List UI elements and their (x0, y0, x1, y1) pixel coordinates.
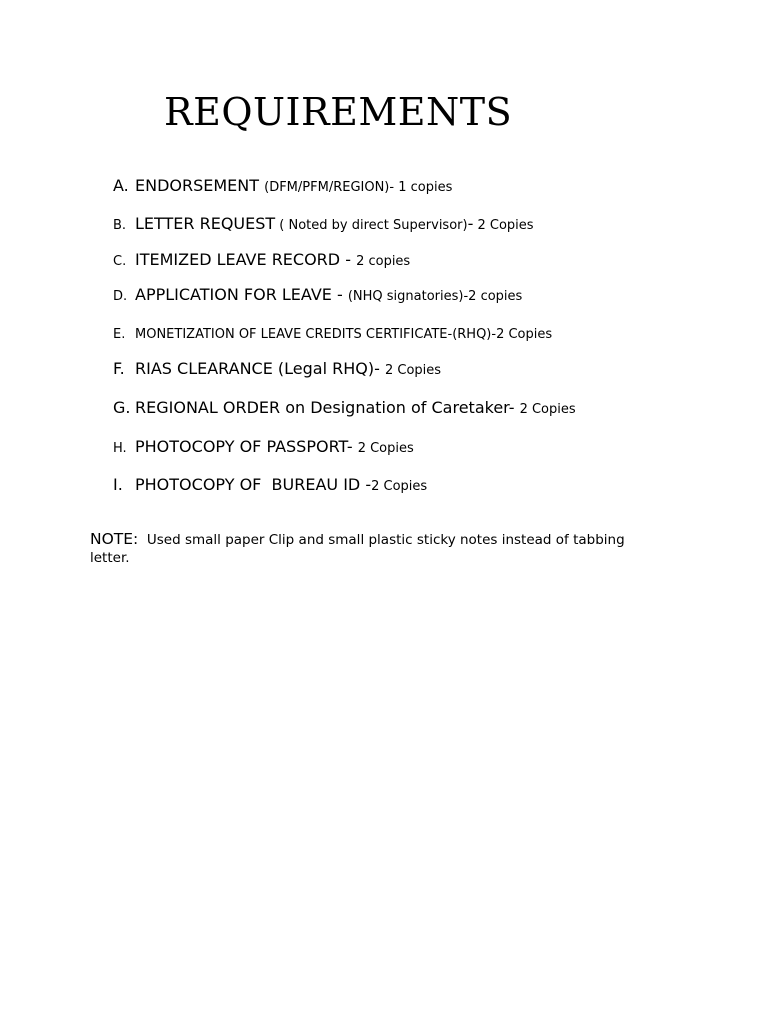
requirement-detail: (NHQ signatories)-2 copies (347, 289, 523, 304)
requirement-item-f (113, 359, 441, 378)
requirement-title: PHOTOCOPY OF BUREAU ID - (135, 475, 372, 494)
list-marker: G. (113, 398, 131, 417)
list-marker: I. (113, 475, 123, 494)
requirement-title: LETTER REQUEST (135, 214, 276, 233)
requirement-item-a (113, 176, 452, 195)
requirement-title: APPLICATION FOR LEAVE - (135, 285, 348, 304)
requirement-detail: 2 Copies (357, 441, 414, 456)
requirement-detail: ( Noted by direct Supervisor) (275, 218, 468, 233)
note-paragraph (90, 530, 650, 567)
requirement-title: RIAS CLEARANCE (Legal RHQ)- (135, 359, 385, 378)
list-marker: E. (113, 327, 126, 342)
requirement-detail: 2 Copies (519, 402, 576, 417)
requirement-item-g (113, 398, 576, 417)
requirement-title: ITEMIZED LEAVE RECORD - (135, 250, 357, 269)
requirement-title: MONETIZATION OF LEAVE CREDITS CERTIFICATE- (135, 327, 453, 342)
requirement-detail: (DFM/PFM/REGION)- 1 copies (264, 180, 453, 195)
requirement-title: ENDORSEMENT (135, 176, 265, 195)
list-marker: F. (113, 359, 125, 378)
list-marker: D. (113, 289, 128, 304)
requirement-detail: 2 Copies (384, 363, 442, 378)
requirement-detail: 2 Copies (371, 479, 428, 494)
requirement-item-b (113, 214, 534, 233)
requirement-item-d (113, 285, 522, 304)
list-marker: A. (113, 176, 129, 195)
page-title: REQUIREMENTS (164, 90, 513, 134)
requirement-copies: 2 Copies (473, 218, 534, 233)
requirement-item-h (113, 437, 414, 456)
requirement-detail: (RHQ)-2 Copies (452, 327, 553, 342)
note-label: NOTE: (90, 530, 139, 548)
requirement-item-e (113, 323, 552, 342)
requirement-title: REGIONAL ORDER on Designation of Caretaker- (135, 398, 520, 417)
list-marker: C. (113, 254, 127, 269)
requirement-detail: 2 copies (356, 254, 411, 269)
list-marker: H. (113, 441, 127, 456)
requirement-title: PHOTOCOPY OF PASSPORT- (135, 437, 358, 456)
list-marker: B. (113, 218, 127, 233)
requirement-dash: - (467, 214, 474, 233)
note-text: Used small paper Clip and small plastic sticky notes instead of tabbing letter. (90, 532, 629, 566)
requirement-item-c (113, 250, 410, 269)
requirement-item-i (113, 475, 427, 494)
